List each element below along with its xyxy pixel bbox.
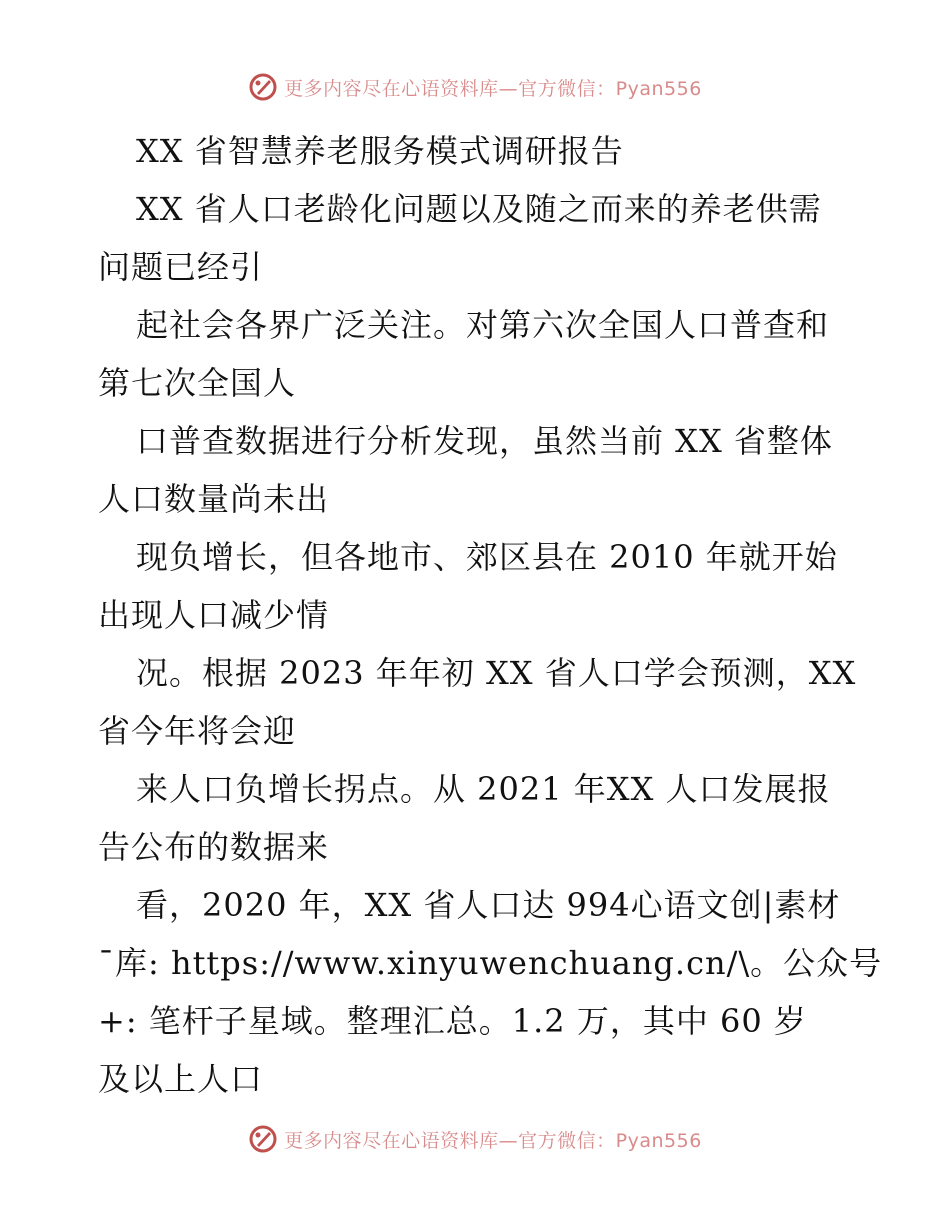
watermark-text: 更多内容尽在心语资料库—官方微信：Pyan556 (284, 77, 702, 100)
text-line: 现负增长，但各地市、郊区县在 2010 年就开始 (136, 538, 838, 576)
text-line: 起社会各界广泛关注。对第六次全国人口普查和 (136, 306, 830, 344)
text-line: 来人口负增长拐点。从 2021 年XX 人口发展报 (136, 770, 831, 808)
text-line: ¯库: https://www.xinyuwenchuang.cn/\。公众号 (98, 944, 883, 982)
text-line: 第七次全国人 (98, 364, 297, 402)
brush-seal-logo-icon (248, 1124, 278, 1154)
document-body (98, 122, 883, 1108)
text-line: 人口数量尚未出 (98, 480, 330, 518)
text-line: 问题已经引 (98, 248, 264, 286)
header-watermark (0, 72, 950, 102)
text-line: XX 省智慧养老服务模式调研报告 (136, 132, 624, 170)
text-line: 及以上人口 (98, 1060, 264, 1098)
footer-watermark (0, 1124, 950, 1154)
text-line: +: 笔杆子星域。整理汇总。1.2 万，其中 60 岁 (98, 1002, 807, 1040)
text-line: 看，2020 年，XX 省人口达 994心语文创|素材 (136, 886, 841, 924)
text-line: XX 省人口老龄化问题以及随之而来的养老供需 (136, 190, 822, 228)
text-line: 出现人口减少情 (98, 596, 330, 634)
text-line: 口普查数据进行分析发现，虽然当前 XX 省整体 (136, 422, 833, 460)
text-line: 告公布的数据来 (98, 828, 330, 866)
text-line: 省今年将会迎 (98, 712, 297, 750)
text-line: 况。根据 2023 年年初 XX 省人口学会预测，XX (136, 654, 857, 692)
watermark-text: 更多内容尽在心语资料库—官方微信：Pyan556 (284, 1129, 702, 1152)
brush-seal-logo-icon (248, 72, 278, 102)
